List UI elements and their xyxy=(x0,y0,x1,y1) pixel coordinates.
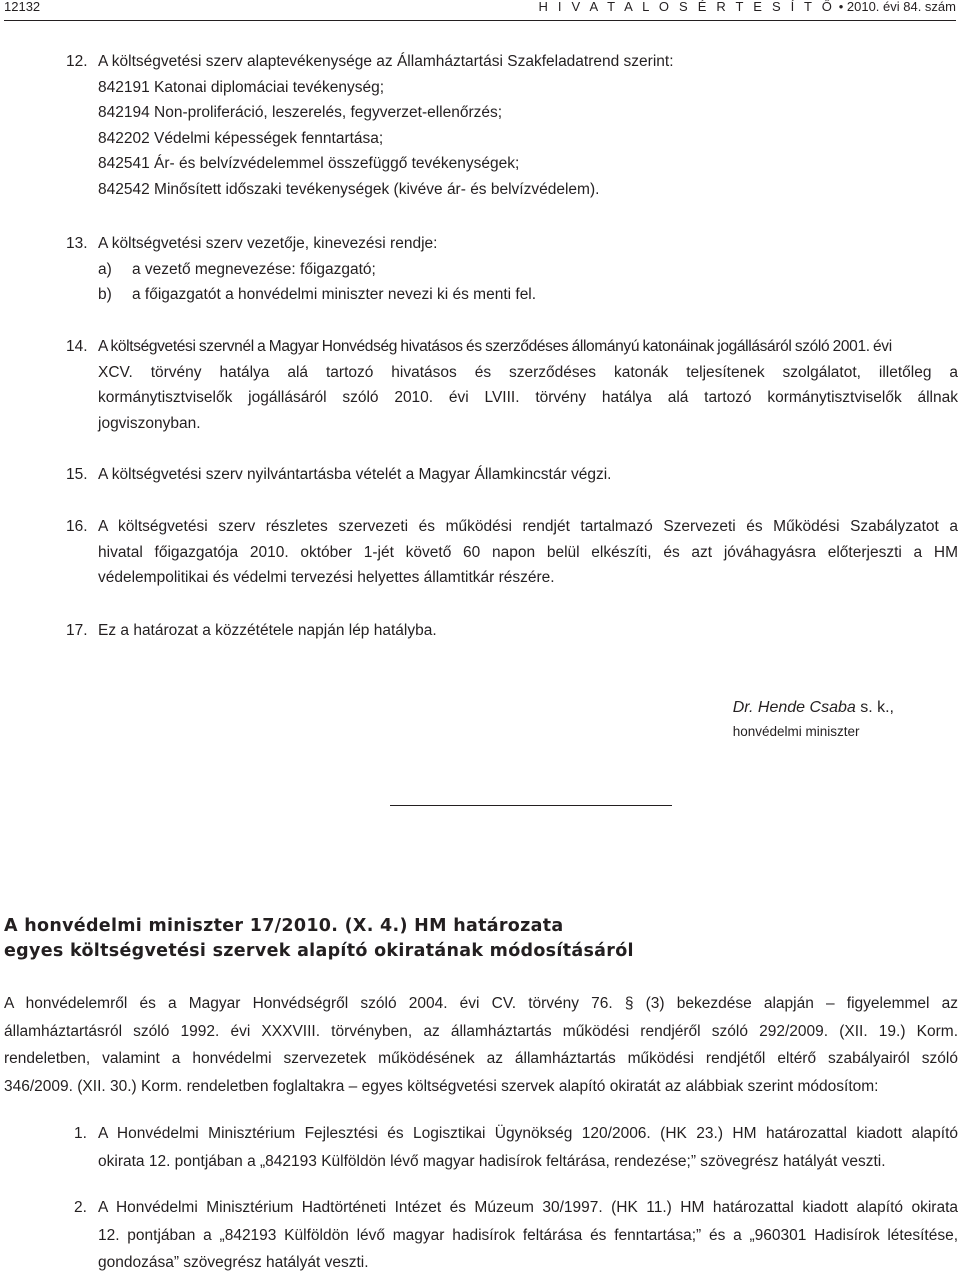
list-text: a főigazgatót a honvédelmi miniszter nevezi ki és menti fel. xyxy=(132,286,537,304)
section-body xyxy=(98,334,958,436)
section-number: 13. xyxy=(66,235,88,252)
section-intro: A költségvetési szerv vezetője, kinevezési rendje: xyxy=(98,235,438,252)
list-letter: a) xyxy=(98,260,112,278)
section-line: A költségvetési szerv részletes szervezeti és működési rendjét tartalmazó Szervezeti és Működési Szabályzatot a xyxy=(98,518,958,535)
list-item xyxy=(98,257,958,283)
preamble-line: A honvédelemről és a Magyar Honvédségről szóló 2004. évi CV. törvény 76. § (3) bekezdése alapján – figyelemmel az xyxy=(4,995,958,1012)
section-number: 12. xyxy=(66,53,88,70)
provision-number: 2. xyxy=(74,1199,87,1216)
activity-code-line: 842202 Védelmi képességek fenntartása; xyxy=(98,129,384,147)
provision-line: A Honvédelmi Minisztérium Fejlesztési és Logisztikai Ügynökség 120/2006. (HK 23.) HM határozattal kiadott alapító xyxy=(98,1125,958,1142)
section-number: 15. xyxy=(66,466,88,483)
section-number: 14. xyxy=(66,338,88,355)
signatory xyxy=(733,698,894,718)
section-line: kormánytisztviselők jogállásáról szóló 2010. évi LVIII. törvény hatálya alá tartozó kormánytisztviselők állnak xyxy=(98,389,958,407)
section-line: XCV. törvény hatálya alá tartozó hivatásos és szerződéses katonák teljesítenek szolgálatot, illetőleg a xyxy=(98,363,958,381)
decree-subtitle-line: egyes költségvetési szervek alapító okiratának módosításáról xyxy=(4,941,634,961)
list-item xyxy=(98,282,958,308)
section-line: védelempolitikai és védelmi tervezési helyettes államtitkár részére. xyxy=(98,569,555,587)
section-line: hivatal főigazgatója 2010. október 1-jét követő 60 napon belül elkészíti, és azt jóváhagyásra előterjeszti a HM xyxy=(98,543,958,561)
section-body xyxy=(98,49,958,203)
section-divider xyxy=(390,805,672,806)
activity-code-line: 842194 Non-proliferáció, leszerelés, fegyverzet-ellenőrzés; xyxy=(98,104,503,122)
decree-preamble xyxy=(4,990,958,1100)
decree-title-line: A honvédelmi miniszter 17/2010. (X. 4.) HM határozata xyxy=(4,916,564,936)
section-line: Ez a határozat a közzététele napján lép hatályba. xyxy=(98,622,437,639)
section-body xyxy=(98,231,958,308)
list-letter: b) xyxy=(98,286,112,304)
header-bullet: • xyxy=(838,0,844,14)
decree-title xyxy=(4,914,956,964)
section-line: A költségvetési szerv nyilvántartásba vételét a Magyar Államkincstár végzi. xyxy=(98,466,612,483)
preamble-line: 346/2009. (XII. 30.) Korm. rendeletben foglaltakra – egyes költségvetési szervek alapító okiratát az alábbiak szerint módosítom: xyxy=(4,1077,879,1095)
section-body xyxy=(98,462,958,488)
section-line: A költségvetési szervnél a Magyar Honvédség hivatásos és szerződéses állományú katonáinak jogállásáról szóló 2001. évi xyxy=(98,338,892,355)
preamble-line: rendeletben, valamint a honvédelmi szervezetek működésének az államháztartás működési rendjétől eltérő szabályairól szóló xyxy=(4,1050,958,1067)
activity-code-line: 842541 Ár- és belvízvédelemmel összefüggő tevékenységek; xyxy=(98,155,520,173)
page-header xyxy=(4,0,956,21)
list-text: a vezető megnevezése: főigazgató; xyxy=(132,260,376,278)
signatory-suffix: s. k., xyxy=(855,699,894,716)
section-number: 16. xyxy=(66,518,88,535)
issue-number: 2010. évi 84. szám xyxy=(846,0,956,14)
provision-body xyxy=(98,1194,958,1277)
section-line: A költségvetési szerv alaptevékenysége az Államháztartási Szakfeladatrend szerint: xyxy=(98,53,674,70)
activity-code-line: 842191 Katonai diplomáciai tevékenység; xyxy=(98,78,385,96)
section-number: 17. xyxy=(66,622,88,639)
provision-body xyxy=(98,1120,958,1175)
preamble-line: államháztartásról szóló 1992. évi XXXVIII. törvényben, az államháztartás működési rendjéről szóló 292/2009. (XII. 19.) Korm. xyxy=(4,1022,958,1040)
page-number: 12132 xyxy=(4,0,41,14)
publication-info xyxy=(538,0,956,14)
provision-number: 1. xyxy=(74,1125,87,1142)
section-body xyxy=(98,514,958,591)
signature-block xyxy=(733,698,894,743)
signatory-role: honvédelmi miniszter xyxy=(732,724,860,739)
provision-line: 12. pontjában a „842193 Külföldön lévő magyar hadisírok feltárása és fenntartása;” és a „960301 Hadisírok létesítése, xyxy=(98,1226,958,1244)
section-line: jogviszonyban. xyxy=(98,414,201,432)
provision-line: A Honvédelmi Minisztérium Hadtörténeti Intézet és Múzeum 30/1997. (HK 11.) HM határozattal kiadott alapító okirata xyxy=(98,1199,958,1216)
provision-line: gondozása” szövegrész hatályát veszti. xyxy=(98,1254,369,1271)
signatory-name: Dr. Hende Csaba xyxy=(732,699,856,716)
publication-title: H I V A T A L O S É R T E S Í T Ő xyxy=(538,0,836,14)
section-body xyxy=(98,618,958,644)
activity-code-line: 842542 Minősített időszaki tevékenységek (kivéve ár- és belvízvédelem). xyxy=(98,180,600,198)
provision-line: okirata 12. pontjában a „842193 Külföldön lévő magyar hadisírok feltárása, rendezése;” szövegrész hatályát veszti. xyxy=(98,1152,886,1170)
